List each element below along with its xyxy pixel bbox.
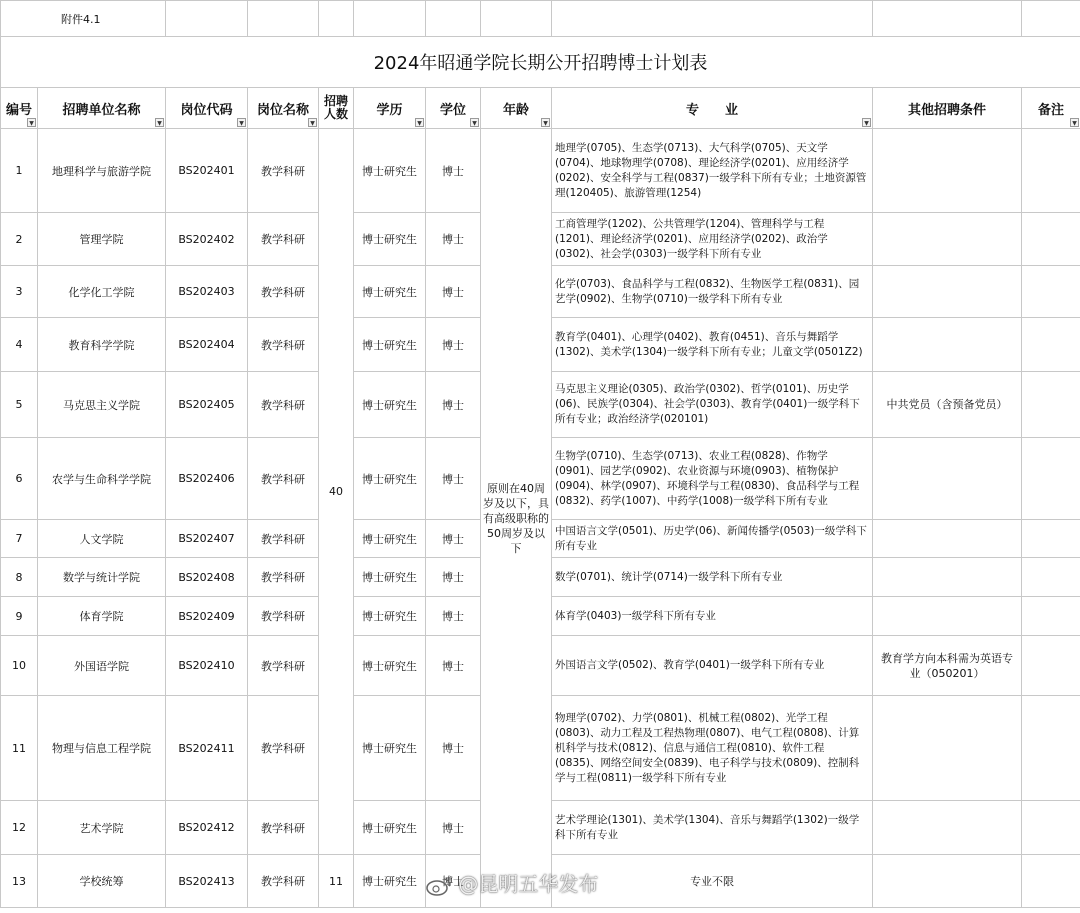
cell-unit[interactable]: 农学与生命科学学院 <box>38 438 166 520</box>
cell-no[interactable]: 2 <box>1 213 38 266</box>
cell-conditions[interactable] <box>873 438 1022 520</box>
annex-label: 附件4.1 <box>1 1 166 37</box>
cell-post[interactable]: 教学科研 <box>248 597 319 636</box>
cell-major[interactable]: 外国语言文学(0502)、教育学(0401)一级学科下所有专业 <box>552 636 873 696</box>
cell-unit[interactable]: 化学化工学院 <box>38 266 166 318</box>
cell-major[interactable]: 工商管理学(1202)、公共管理学(1204)、管理科学与工程(1201)、理论经济学(0201)、应用经济学(0202)、政治学(0302)、社会学(0303)一级学科下所有专业 <box>552 213 873 266</box>
cell-remarks[interactable] <box>1022 318 1080 372</box>
filter-dropdown-icon[interactable]: ▼ <box>541 118 550 127</box>
cell-degree[interactable]: 博士 <box>426 558 481 597</box>
cell-conditions[interactable] <box>873 266 1022 318</box>
cell-remarks[interactable] <box>1022 801 1080 855</box>
cell-no[interactable]: 10 <box>1 636 38 696</box>
cell-no[interactable]: 11 <box>1 696 38 801</box>
cell-conditions[interactable] <box>873 129 1022 213</box>
cell-remarks[interactable] <box>1022 696 1080 801</box>
cell-remarks[interactable] <box>1022 855 1080 908</box>
cell-code[interactable]: BS202412 <box>166 801 248 855</box>
cell-unit[interactable]: 马克思主义学院 <box>38 372 166 438</box>
cell-post[interactable]: 教学科研 <box>248 213 319 266</box>
cell-unit[interactable]: 数学与统计学院 <box>38 558 166 597</box>
cell-major[interactable]: 中国语言文学(0501)、历史学(06)、新闻传播学(0503)一级学科下所有专业 <box>552 520 873 558</box>
filter-dropdown-icon[interactable]: ▼ <box>155 118 164 127</box>
cell-unit[interactable]: 地理科学与旅游学院 <box>38 129 166 213</box>
cell-education[interactable]: 博士研究生 <box>354 855 426 908</box>
cell-code[interactable]: BS202402 <box>166 213 248 266</box>
cell-no[interactable]: 4 <box>1 318 38 372</box>
cell-post[interactable]: 教学科研 <box>248 372 319 438</box>
filter-dropdown-icon[interactable]: ▼ <box>27 118 36 127</box>
cell-no[interactable]: 3 <box>1 266 38 318</box>
cell-remarks[interactable] <box>1022 438 1080 520</box>
cell-education[interactable]: 博士研究生 <box>354 636 426 696</box>
cell-education[interactable]: 博士研究生 <box>354 597 426 636</box>
cell-code[interactable]: BS202401 <box>166 129 248 213</box>
cell-post[interactable]: 教学科研 <box>248 438 319 520</box>
cell-education[interactable]: 博士研究生 <box>354 213 426 266</box>
cell-conditions[interactable] <box>873 696 1022 801</box>
cell-remarks[interactable] <box>1022 266 1080 318</box>
header-education[interactable]: 学历 ▼ <box>354 88 426 129</box>
cell-education[interactable]: 博士研究生 <box>354 438 426 520</box>
filter-dropdown-icon[interactable]: ▼ <box>237 118 246 127</box>
filter-dropdown-icon[interactable]: ▼ <box>862 118 871 127</box>
cell-major[interactable]: 化学(0703)、食品科学与工程(0832)、生物医学工程(0831)、园艺学(0902)、生物学(0710)一级学科下所有专业 <box>552 266 873 318</box>
table-row <box>1 129 1080 213</box>
cell-conditions[interactable] <box>873 213 1022 266</box>
cell-post[interactable]: 教学科研 <box>248 696 319 801</box>
title-row <box>1 37 1080 88</box>
cell-education[interactable]: 博士研究生 <box>354 801 426 855</box>
cell-degree[interactable]: 博士 <box>426 801 481 855</box>
header-remarks[interactable]: 备注 ▼ <box>1022 88 1080 129</box>
cell-no[interactable]: 13 <box>1 855 38 908</box>
cell-unit[interactable]: 体育学院 <box>38 597 166 636</box>
cell-major[interactable]: 艺术学理论(1301)、美术学(1304)、音乐与舞蹈学(1302)一级学科下所有专业 <box>552 801 873 855</box>
cell-education[interactable]: 博士研究生 <box>354 129 426 213</box>
cell-code[interactable]: BS202409 <box>166 597 248 636</box>
cell-no[interactable]: 12 <box>1 801 38 855</box>
cell-education[interactable]: 博士研究生 <box>354 696 426 801</box>
annex-row <box>1 1 1080 37</box>
cell-degree[interactable]: 博士 <box>426 318 481 372</box>
cell-conditions[interactable] <box>873 801 1022 855</box>
cell-major[interactable]: 体育学(0403)一级学科下所有专业 <box>552 597 873 636</box>
header-count[interactable]: 招聘人数 <box>319 88 354 129</box>
header-major[interactable]: 专 业 ▼ <box>552 88 873 129</box>
cell-remarks[interactable] <box>1022 213 1080 266</box>
sheet-title: 2024年昭通学院长期公开招聘博士计划表 <box>1 37 1080 88</box>
cell-count-merged[interactable]: 40 <box>319 129 354 855</box>
cell-count[interactable]: 11 <box>319 855 354 908</box>
cell-conditions[interactable] <box>873 855 1022 908</box>
cell-conditions[interactable] <box>873 520 1022 558</box>
cell-remarks[interactable] <box>1022 597 1080 636</box>
cell-major[interactable]: 地理学(0705)、生态学(0713)、大气科学(0705)、天文学(0704)、地球物理学(0708)、理论经济学(0201)、应用经济学(0202)、安全科学与工程(0837)一级学科下所有专业；土地资源管理(120405)、旅游管理(1254) <box>552 129 873 213</box>
filter-dropdown-icon[interactable]: ▼ <box>1070 118 1079 127</box>
cell-unit[interactable]: 学校统筹 <box>38 855 166 908</box>
watermark: @昆明五华发布 <box>426 868 598 897</box>
cell-major[interactable]: 数学(0701)、统计学(0714)一级学科下所有专业 <box>552 558 873 597</box>
cell-code[interactable]: BS202406 <box>166 438 248 520</box>
cell-no[interactable]: 6 <box>1 438 38 520</box>
cell-post[interactable]: 教学科研 <box>248 129 319 213</box>
cell-post[interactable]: 教学科研 <box>248 558 319 597</box>
cell-unit[interactable]: 管理学院 <box>38 213 166 266</box>
cell-no[interactable]: 9 <box>1 597 38 636</box>
cell-degree[interactable]: 博士 <box>426 855 481 908</box>
cell-unit[interactable]: 教育科学学院 <box>38 318 166 372</box>
cell-post[interactable]: 教学科研 <box>248 266 319 318</box>
cell-code[interactable]: BS202404 <box>166 318 248 372</box>
cell-no[interactable]: 1 <box>1 129 38 213</box>
cell-degree[interactable]: 博士 <box>426 636 481 696</box>
header-row <box>1 88 1080 129</box>
header-degree[interactable]: 学位 ▼ <box>426 88 481 129</box>
cell-major[interactable]: 马克思主义理论(0305)、政治学(0302)、哲学(0101)、历史学(06)、民族学(0304)、社会学(0303)、教育学(0401)一级学科下所有专业；政治经济学(020101) <box>552 372 873 438</box>
cell-conditions[interactable] <box>873 597 1022 636</box>
cell-remarks[interactable] <box>1022 129 1080 213</box>
cell-post[interactable]: 教学科研 <box>248 855 319 908</box>
cell-post[interactable]: 教学科研 <box>248 318 319 372</box>
cell-unit[interactable]: 艺术学院 <box>38 801 166 855</box>
cell-conditions[interactable]: 教育学方向本科需为英语专业（050201） <box>873 636 1022 696</box>
cell-no[interactable]: 7 <box>1 520 38 558</box>
header-age[interactable]: 年龄 ▼ <box>481 88 552 129</box>
cell-conditions[interactable] <box>873 558 1022 597</box>
cell-post[interactable]: 教学科研 <box>248 801 319 855</box>
cell-unit[interactable]: 人文学院 <box>38 520 166 558</box>
cell-education[interactable]: 博士研究生 <box>354 558 426 597</box>
cell-no[interactable]: 5 <box>1 372 38 438</box>
header-post[interactable]: 岗位名称 ▼ <box>248 88 319 129</box>
cell-degree[interactable]: 博士 <box>426 520 481 558</box>
cell-remarks[interactable] <box>1022 558 1080 597</box>
cell-code[interactable]: BS202410 <box>166 636 248 696</box>
cell-degree[interactable]: 博士 <box>426 597 481 636</box>
cell-major[interactable]: 教育学(0401)、心理学(0402)、教育(0451)、音乐与舞蹈学(1302)、美术学(1304)一级学科下所有专业；儿童文学(0501Z2) <box>552 318 873 372</box>
cell-unit[interactable]: 物理与信息工程学院 <box>38 696 166 801</box>
header-conditions[interactable]: 其他招聘条件 <box>873 88 1022 129</box>
cell-code[interactable]: BS202408 <box>166 558 248 597</box>
cell-major[interactable]: 生物学(0710)、生态学(0713)、农业工程(0828)、作物学(0901)、园艺学(0902)、农业资源与环境(0903)、植物保护(0904)、林学(0907)、环境科学与工程(0830)、食品科学与工程(0832)、药学(1007)、中药学(1008)一级学科下所有专业 <box>552 438 873 520</box>
cell-remarks[interactable] <box>1022 520 1080 558</box>
cell-conditions[interactable] <box>873 318 1022 372</box>
cell-conditions[interactable]: 中共党员（含预备党员） <box>873 372 1022 438</box>
cell-education[interactable]: 博士研究生 <box>354 520 426 558</box>
header-no[interactable]: 编号 ▼ <box>1 88 38 129</box>
cell-code[interactable]: BS202403 <box>166 266 248 318</box>
cell-degree[interactable]: 博士 <box>426 129 481 213</box>
cell-degree[interactable]: 博士 <box>426 372 481 438</box>
filter-dropdown-icon[interactable]: ▼ <box>470 118 479 127</box>
cell-code[interactable]: BS202407 <box>166 520 248 558</box>
cell-education[interactable]: 博士研究生 <box>354 266 426 318</box>
header-code[interactable]: 岗位代码 ▼ <box>166 88 248 129</box>
header-unit[interactable]: 招聘单位名称 ▼ <box>38 88 166 129</box>
cell-education[interactable]: 博士研究生 <box>354 318 426 372</box>
cell-post[interactable]: 教学科研 <box>248 636 319 696</box>
cell-degree[interactable]: 博士 <box>426 438 481 520</box>
cell-post[interactable]: 教学科研 <box>248 520 319 558</box>
filter-dropdown-icon[interactable]: ▼ <box>308 118 317 127</box>
cell-no[interactable]: 8 <box>1 558 38 597</box>
cell-code[interactable]: BS202405 <box>166 372 248 438</box>
cell-remarks[interactable] <box>1022 372 1080 438</box>
cell-code[interactable]: BS202411 <box>166 696 248 801</box>
cell-degree[interactable]: 博士 <box>426 696 481 801</box>
filter-dropdown-icon[interactable]: ▼ <box>415 118 424 127</box>
cell-education[interactable]: 博士研究生 <box>354 372 426 438</box>
cell-degree[interactable]: 博士 <box>426 266 481 318</box>
cell-degree[interactable]: 博士 <box>426 213 481 266</box>
cell-major[interactable]: 专业不限 <box>552 855 873 908</box>
cell-code[interactable]: BS202413 <box>166 855 248 908</box>
cell-age-merged[interactable]: 原则在40周岁及以下，具有高级职称的50周岁及以下 <box>481 129 552 908</box>
cell-remarks[interactable] <box>1022 636 1080 696</box>
cell-major[interactable]: 物理学(0702)、力学(0801)、机械工程(0802)、光学工程(0803)、动力工程及工程热物理(0807)、电气工程(0808)、计算机科学与技术(0812)、信息与通信工程(0810)、软件工程(0835)、网络空间安全(0839)、电子科学与技术(0809)、控制科学与工程(0811)一级学科下所有专业 <box>552 696 873 801</box>
cell-unit[interactable]: 外国语学院 <box>38 636 166 696</box>
